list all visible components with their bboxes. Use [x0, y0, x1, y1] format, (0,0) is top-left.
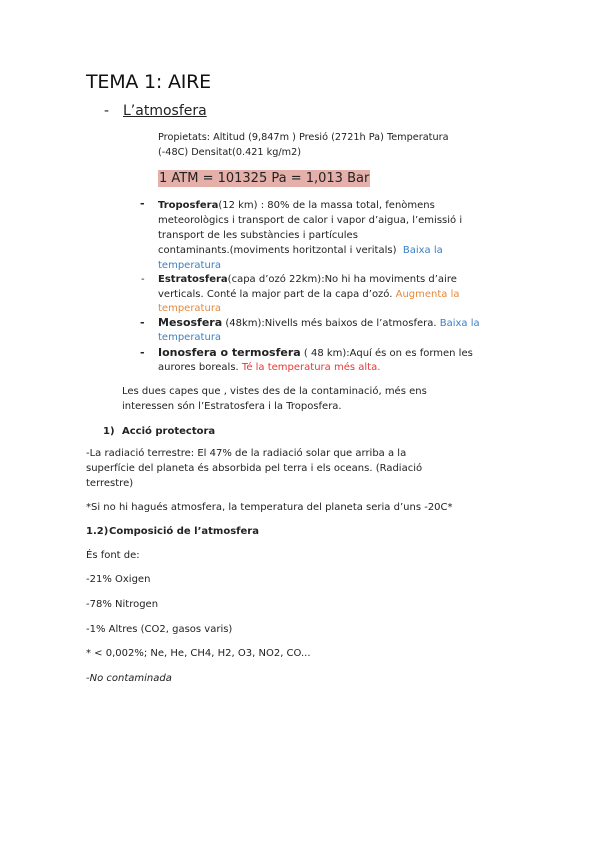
subsection-2-number: 1.2)	[86, 526, 109, 537]
composition-last: -No contaminada	[86, 673, 172, 684]
composition-item: -78% Nitrogen	[86, 599, 159, 610]
estratosfera-bullet: -	[141, 274, 145, 285]
ionosfera-name: Ionosfera o termosfera	[158, 346, 301, 359]
section-heading: L’atmosfera	[123, 103, 207, 119]
estratosfera-ozone: verticals. Conté la major part de la capa d’ozó.	[158, 289, 393, 300]
troposfera-line-2: meteorològics i transport de calor i vapor d’aigua, l’emissió i	[158, 215, 463, 226]
ionosfera-bullet: -	[140, 346, 145, 359]
ionosfera-line-2	[158, 361, 380, 376]
estratosfera-line-1	[158, 273, 457, 288]
composition-intro: És font de:	[86, 550, 140, 561]
no-atmosphere-note: *Si no hi hagués atmosfera, la temperatura del planeta seria d’uns -20C*	[86, 502, 453, 513]
ionosfera-line-1	[158, 346, 473, 362]
section-dash: -	[104, 103, 110, 119]
radiation-line-3: terrestre)	[86, 478, 134, 489]
ionosfera-desc: ( 48 km):Aquí és on es formen les	[303, 348, 473, 359]
ionosfera-aurores: aurores boreals.	[158, 362, 239, 373]
atm-equivalence-highlight: 1 ATM = 101325 Pa = 1,013 Bar	[159, 171, 370, 186]
note-line-2: interessen són l’Estratosfera i la Troposfera.	[122, 401, 342, 412]
subsection-1-title: Acció protectora	[122, 426, 216, 437]
composition-item: -21% Oxigen	[86, 574, 151, 585]
composition-item: * < 0,002%; Ne, He, CH4, H2, O3, NO2, CO...	[86, 648, 311, 659]
troposfera-desc: (12 km) : 80% de la massa total, fenòmens	[218, 200, 435, 211]
estratosfera-trend-cont: temperatura	[158, 303, 222, 314]
composition-item: -1% Altres (CO2, gasos varis)	[86, 624, 233, 635]
troposfera-movements: contaminants.(moviments horitzontal i veritals)	[158, 245, 397, 256]
troposfera-line-3: transport de les substàncies i partícules	[158, 230, 358, 241]
troposfera-trend: Baixa la	[402, 245, 443, 256]
estratosfera-line-2	[158, 288, 460, 303]
troposfera-name: Troposfera	[158, 200, 219, 211]
estratosfera-trend: Augmenta la	[395, 289, 460, 300]
mesosfera-trend-cont: temperatura	[158, 332, 222, 343]
radiation-line-1: -La radiació terrestre: El 47% de la radiació solar que arriba a la	[86, 448, 407, 459]
page-title: TEMA 1: AIRE	[86, 71, 211, 93]
estratosfera-name: Estratosfera	[158, 274, 228, 285]
troposfera-line-4	[158, 244, 443, 259]
mesosfera-desc: (48km):Nivells més baixos de l’atmosfera.	[225, 318, 437, 329]
mesosfera-trend: Baixa la	[439, 318, 480, 329]
mesosfera-line-1	[158, 316, 480, 332]
note-line-1: Les dues capes que , vistes des de la contaminació, més ens	[122, 386, 427, 397]
troposfera-bullet: -	[140, 197, 145, 210]
subsection-1-number: 1)	[103, 426, 115, 437]
properties-line-2: (-48C) Densitat(0.421 kg/m2)	[158, 147, 302, 158]
subsection-2-title: Composició de l’atmosfera	[109, 526, 259, 537]
mesosfera-bullet: -	[140, 316, 145, 329]
properties-line-1: Propietats: Altitud (9,847m ) Presió (2721h Pa) Temperatura	[158, 132, 449, 143]
mesosfera-name: Mesosfera	[158, 316, 223, 329]
ionosfera-trend: Té la temperatura més alta.	[241, 362, 381, 373]
estratosfera-desc: (capa d’ozó 22km):No hi ha moviments d’aire	[227, 274, 457, 285]
troposfera-trend-cont: temperatura	[158, 260, 222, 271]
radiation-line-2: superfície del planeta és absorbida pel terra i els oceans. (Radiació	[86, 463, 423, 474]
troposfera-line-1	[158, 199, 435, 214]
